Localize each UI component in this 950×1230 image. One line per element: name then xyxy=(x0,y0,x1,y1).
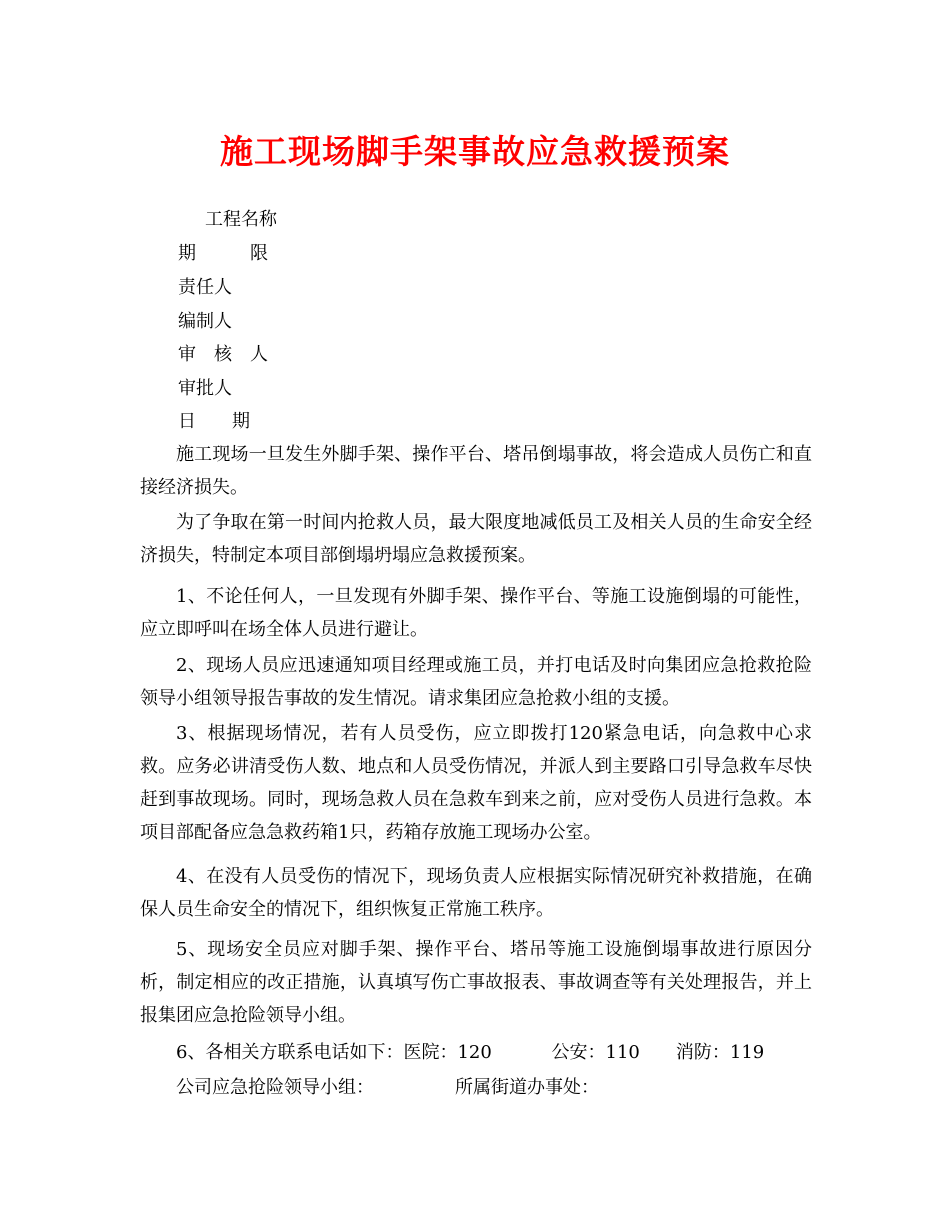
meta-project-name: 工程名称 xyxy=(205,209,277,230)
meta-approver: 审批人 xyxy=(178,378,232,399)
meta-compiler: 编制人 xyxy=(178,311,232,332)
group-line: 公司应急抢险领导小组： 所属街道办事处： xyxy=(176,1077,599,1098)
contacts-line: 6、各相关方联系电话如下：医院：120 公安：110 消防：119 xyxy=(176,1042,765,1063)
paragraph-item-2: 2、现场人员应迅速通知项目经理或施工员，并打电话及时向集团应急抢救抢险领导小组领导报告事故的发生情况。请求集团应急抢救小组的支援。 xyxy=(140,655,812,709)
paragraph-purpose: 为了争取在第一时间内抢救人员，最大限度地减低员工及相关人员的生命安全经济损失，特制定本项目部倒塌坍塌应急救援预案。 xyxy=(140,512,812,566)
meta-date: 日 期 xyxy=(178,411,250,432)
meta-period: 期 限 xyxy=(178,243,268,264)
paragraph-item-1: 1、不论任何人，一旦发现有外脚手架、操作平台、等施工设施倒塌的可能性，应立即呼叫在场全体人员进行避让。 xyxy=(140,586,812,640)
paragraph-intro: 施工现场一旦发生外脚手架、操作平台、塔吊倒塌事故，将会造成人员伤亡和直接经济损失。 xyxy=(140,444,812,498)
paragraph-item-4: 4、在没有人员受伤的情况下，现场负责人应根据实际情况研究补救措施，在确保人员生命安全的情况下，组织恢复正常施工秩序。 xyxy=(140,866,812,920)
document-title: 施工现场脚手架事故应急救援预案 xyxy=(220,132,730,171)
meta-responsible: 责任人 xyxy=(178,277,232,298)
meta-reviewer: 审 核 人 xyxy=(178,344,268,365)
paragraph-item-5: 5、现场安全员应对脚手架、操作平台、塔吊等施工设施倒塌事故进行原因分析，制定相应的改正措施，认真填写伤亡事故报表、事故调查等有关处理报告，并上报集团应急抢险领导小组。 xyxy=(140,939,812,1026)
paragraph-item-3: 3、根据现场情况，若有人员受伤，应立即拨打120紧急电话，向急救中心求救。应务必讲清受伤人数、地点和人员受伤情况，并派人到主要路口引导急救车尽快赶到事故现场。同时，现场急救人员在急救车到来之前，应对受伤人员进行急救。本项目部配备应急急救药箱1只，药箱存放施工现场办公室。 xyxy=(140,723,812,843)
